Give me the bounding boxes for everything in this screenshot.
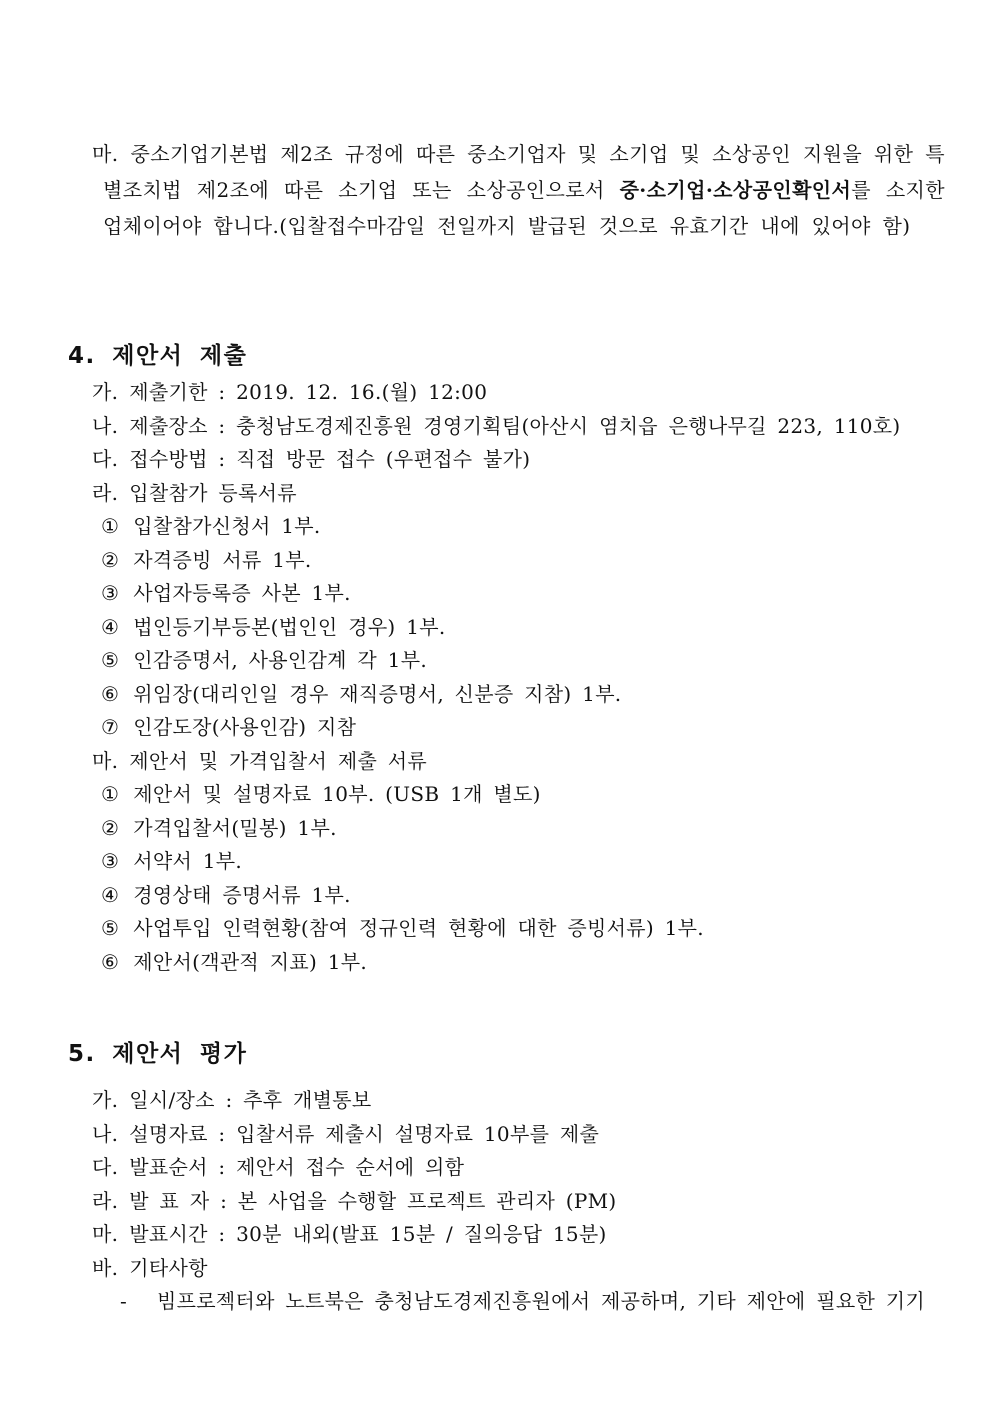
list-item-label: 가. <box>92 1088 119 1112</box>
list-item-text: 가격입찰서(밀봉) 1부. <box>133 815 337 840</box>
list-item-text: 기타사항 <box>129 1255 208 1280</box>
list-item-text: 사업자등록증 사본 1부. <box>133 581 351 605</box>
list-item-number: ② <box>101 547 120 572</box>
list-item-label: 라. <box>92 480 119 505</box>
list-item-number: ⑥ <box>101 681 120 706</box>
list-item-text: 제안서 및 설명자료 10부. (USB 1개 별도) <box>133 782 541 806</box>
list-item-label: 마. <box>92 748 119 773</box>
list-item-number: ③ <box>101 849 120 873</box>
list-item <box>92 1118 972 1152</box>
list-item <box>101 544 952 578</box>
list-item-text: 발표시간 : 30분 내외(발표 15분 / 질의응답 15분) <box>129 1222 607 1246</box>
list-item <box>92 1252 972 1286</box>
list-item-text: 접수방법 : 직접 방문 접수 (우편접수 불가) <box>129 447 531 471</box>
list-item <box>101 711 952 745</box>
list-item <box>101 577 952 611</box>
list-item-text: 인감증명서, 사용인감계 각 1부. <box>133 648 427 672</box>
list-item <box>101 946 952 980</box>
list-item-text: 설명자료 : 입찰서류 제출시 설명자료 10부를 제출 <box>129 1121 600 1146</box>
section4-heading: 4. 제안서 제출 <box>68 343 248 369</box>
clause-ma-paragraph <box>92 136 945 244</box>
section5-list <box>92 1084 972 1319</box>
list-item-number: ④ <box>101 614 120 639</box>
list-item-label: 다. <box>92 1155 119 1179</box>
section5-heading: 5. 제안서 평가 <box>68 1041 248 1067</box>
list-item-number: ④ <box>101 882 120 907</box>
list-item <box>101 845 952 879</box>
list-item-text: 제출장소 : 충청남도경제진흥원 경영기획팀(아산시 염치읍 은행나무길 223, 110호) <box>129 413 901 438</box>
list-item-text: 경영상태 증명서류 1부. <box>133 882 351 907</box>
list-item <box>120 1285 972 1319</box>
list-item-number: ② <box>101 815 120 840</box>
list-item-number: ⑦ <box>101 715 120 739</box>
list-item-text: 제안서(객관적 지표) 1부. <box>133 949 368 974</box>
list-item-text: 빔프로젝터와 노트북은 충청남도경제진흥원에서 제공하며, 기타 제안에 필요한 기기 <box>157 1289 925 1313</box>
section4-list <box>92 376 952 979</box>
list-item-number: ① <box>101 514 120 538</box>
list-item-text: 제안서 및 가격입찰서 제출 서류 <box>129 748 427 773</box>
list-item-label: 나. <box>92 1121 119 1146</box>
list-item-text: 입찰참가 등록서류 <box>129 480 297 505</box>
list-item-text: 서약서 1부. <box>133 849 243 873</box>
clause-ma-text-pre: 중소기업기본법 제2조 규정에 따른 중소기업자 및 소기업 및 소상공인 지원을 위한 특별조치법 제2조에 따른 소기업 또는 소상공인으로서 <box>103 142 945 202</box>
list-item <box>101 644 952 678</box>
list-item <box>101 879 952 913</box>
list-item-text: 제출기한 : 2019. 12. 16.(월) 12:00 <box>129 380 488 404</box>
list-item <box>92 477 952 511</box>
list-item <box>92 1185 972 1219</box>
list-item-text: 법인등기부등본(법인인 경우) 1부. <box>133 614 446 639</box>
list-item-number: ⑤ <box>101 916 120 940</box>
list-item <box>101 510 952 544</box>
list-item-number: ③ <box>101 581 120 605</box>
list-item-text: 발표순서 : 제안서 접수 순서에 의함 <box>129 1155 465 1179</box>
list-item <box>101 778 952 812</box>
list-item <box>92 443 952 477</box>
list-item <box>92 745 952 779</box>
list-item <box>92 376 952 410</box>
dash-bullet: - <box>120 1289 128 1313</box>
list-item <box>101 812 952 846</box>
list-item <box>101 678 952 712</box>
list-item <box>92 1218 972 1252</box>
list-item-label: 나. <box>92 413 119 438</box>
list-item-number: ⑥ <box>101 949 120 974</box>
clause-ma-label: 마. <box>92 142 119 166</box>
list-item-label: 라. <box>92 1188 119 1213</box>
list-item-text: 위임장(대리인일 경우 재직증명서, 신분증 지참) 1부. <box>133 681 622 706</box>
list-item <box>92 1151 972 1185</box>
list-item-label: 바. <box>92 1255 119 1280</box>
list-item <box>92 410 952 444</box>
clause-ma-text-post: 를 소지한 업체이어야 합니다.(입찰접수마감일 전일까지 발급된 것으로 유효기간 내에 있어야 함) <box>103 178 946 238</box>
list-item-number: ① <box>101 782 120 806</box>
list-item-number: ⑤ <box>101 648 120 672</box>
list-item <box>101 912 952 946</box>
list-item-label: 마. <box>92 1222 119 1246</box>
list-item <box>101 611 952 645</box>
list-item-label: 가. <box>92 380 119 404</box>
list-item-text: 사업투입 인력현황(참여 정규인력 현황에 대한 증빙서류) 1부. <box>133 916 704 940</box>
list-item-text: 인감도장(사용인감) 지참 <box>133 715 357 739</box>
list-item-text: 자격증빙 서류 1부. <box>133 547 312 572</box>
clause-ma-text-bold: 중·소기업·소상공인확인서 <box>619 178 852 202</box>
list-item-text: 일시/장소 : 추후 개별통보 <box>129 1088 372 1112</box>
list-item-text: 입찰참가신청서 1부. <box>133 514 321 538</box>
list-item-label: 다. <box>92 447 119 471</box>
list-item-text: 발 표 자 : 본 사업을 수행할 프로젝트 관리자 (PM) <box>129 1188 617 1213</box>
list-item <box>92 1084 972 1118</box>
